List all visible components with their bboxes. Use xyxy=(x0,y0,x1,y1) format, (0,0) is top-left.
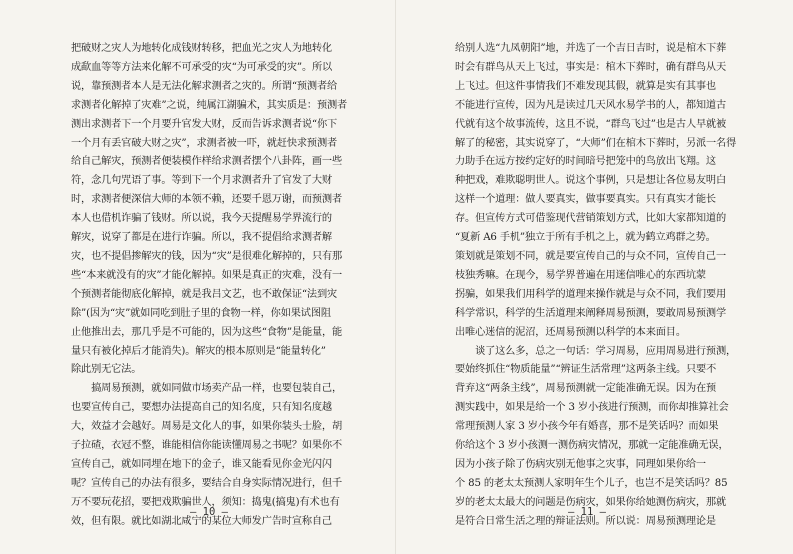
text-line: 也要宣传自己，要想办法提高自己的知名度，只有知名度越 xyxy=(71,402,332,414)
text-line: 时，求测者便深信大师的本领不赖，还要千恩万谢，而预测者 xyxy=(71,194,343,206)
text-line: 力助手在远方按约定好的时间暗号把笼中的鸟放出飞翔。这 xyxy=(455,156,716,168)
text-line: 成歃血等等方法来化解不可承受的灾“为可承受的灾”。所以 xyxy=(71,61,333,73)
text-line: 除”(因为“灾”就如同吃到肚子里的食物一样，你如果试图阻 xyxy=(71,307,331,319)
text-line: 因为小孩子除了伤病灾别无他事之灾事，同理如果你给一 xyxy=(455,458,706,470)
text-line: 常理预测人家 3 岁小孩今年有婚喜，那不是笑话吗？而如果 xyxy=(455,421,719,433)
text-line: 给自己解灾，预测者便装模作样给求测者摆个八卦阵，画一些 xyxy=(71,156,343,168)
text-line: 拐骗，如果我们用科学的道理来操作就是与众不同，我们要用 xyxy=(455,288,727,300)
text-line: 个预测者能彻底化解掉，就是我吕文艺，也不敢保证“法到灾 xyxy=(71,288,338,300)
right-page xyxy=(455,40,745,532)
text-line: 出唯心迷信的泥沼，还周易预测以科学的本来面目。 xyxy=(455,326,686,338)
text-line: 存。但宣传方式可借鉴现代营销策划方式，比如大家都知道的 xyxy=(455,213,727,225)
text-line: 灾，也不提倡掺解灾的钱，因为“灾”是很难化解掉的，只有那 xyxy=(71,250,343,262)
page-gutter xyxy=(395,0,396,554)
right-page-body xyxy=(455,40,745,532)
text-line: 时会有群鸟从天上飞过，事实是：棺木下葬时，确有群鸟从天 xyxy=(455,61,727,73)
text-line: 符，念几句咒语了事。等到下一个月求测者升了官发了大财 xyxy=(71,175,332,187)
text-line: 解了的秘密，其实说穿了，“大师”们在棺木下葬时，另派一名得 xyxy=(455,137,737,149)
text-line: 求测者化解掉了灾难”之说，纯属江湖骗术，其实质是：预测者 xyxy=(71,99,348,111)
left-page-body xyxy=(71,40,367,532)
text-line: 说，靠预测者本人是无法化解求测者之灾的。所谓“预测者给 xyxy=(71,80,338,92)
text-line: 把破财之灾人为地转化成钱财转移，把血光之灾人为地转化 xyxy=(71,43,332,54)
text-line: 量只有被化掉后才能消失)。解灾的根本原则是“能量转化” xyxy=(71,345,326,357)
text-line: 种把戏，难欺聪明世人。说这个事例，只是想让各位易友明白 xyxy=(455,175,727,187)
text-line: 呢？宣传自己的办法有很多，要结合自身实际情况进行，但千 xyxy=(71,477,343,489)
text-line: 个 85 的老太太预测人家明年生个儿子，也岂不是笑话吗？85 xyxy=(455,477,728,489)
text-line: 不能进行宣传，因为凡是读过几天风水易学书的人，都知道古 xyxy=(455,99,727,111)
text-line: 背弃这“两条主线”，周易预测就一定能准确无误。因为在预 xyxy=(455,383,717,395)
text-line: 要始终抓住“物质能量”“辨证生活常理”这两条主线。只要不 xyxy=(455,364,717,376)
text-line: 大，效益才会越好。周易是文化人的事，如果你装头士脸，胡 xyxy=(71,421,343,433)
text-line: 谈了这么多，总之一句话：学习周易，应用周易进行预测， xyxy=(455,345,737,357)
text-line: 解灾，说穿了都是在进行诈骗。所以，我不提倡给求测者解 xyxy=(71,232,332,244)
text-line: 万不要玩花招，要把戏欺骗世人，须知：捣鬼(搞鬼)有术也有 xyxy=(71,496,340,508)
left-page-number: — 10 — xyxy=(190,506,228,518)
text-line: 搞周易预测，就如同做市场卖产品一样，也要包装自己， xyxy=(71,383,343,395)
text-line: 测实践中，如果是给一个 3 岁小孩进行预测，而你却推算社会 xyxy=(455,402,729,414)
text-line: 本人也借机诈骗了钱财。所以说，我今天提醒易学界流行的 xyxy=(71,213,332,225)
text-line: 这样一个道理：做人要真实，做事要真实。只有真实才能长 xyxy=(455,194,716,206)
text-line: 效，但有限。就比如湖北咸宁的某位大师发广告时宣称自己 xyxy=(71,515,332,527)
text-line: 宣传自己，就如同埋在地下的金子，谁又能看见你金光闪闪 xyxy=(71,458,332,470)
text-line: “夏新 A6 手机”独立于所有手机之上，就为鹤立鸡群之势。 xyxy=(455,232,716,244)
text-line: 一个月有丢官破大财之灾”，求测者被一吓，就赶快求预测者 xyxy=(71,137,338,149)
text-line: 你给这个 3 岁小孩测一测伤病灾情况，那就一定能准确无误， xyxy=(455,440,729,452)
text-line: 除此别无它法。 xyxy=(71,364,142,376)
text-line: 代就有这个故事流传，这且不说，“群鸟飞过”也是古人早就被 xyxy=(455,118,727,130)
text-line: 枝独秀嘛。在现今，易学界普遍在用迷信唯心的东西坑蒙 xyxy=(455,269,706,281)
text-line: 止他推出去，那几乎是不可能的，因为这些“食物”是能量，能 xyxy=(71,326,343,338)
text-line: 些“本来就没有的灾”才能化解掉。如果是真正的灾难，没有一 xyxy=(71,269,343,281)
text-line: 策划就是策划不同，就是要宣传自己的与众不同，宣传自己一 xyxy=(455,250,727,262)
text-line: 是符合日常生活之理的辩证法则。所以说：周易预测理论是 xyxy=(455,515,716,527)
text-line: 上飞过。但这件事情我们不难发现其假，就算是实有其事也 xyxy=(455,80,716,92)
right-page-number: — 11 — xyxy=(568,506,606,518)
text-line: 科学常识，科学的生活道理来阐释周易预测，要敢周易预测学 xyxy=(455,307,727,319)
text-line: 岁的老太太最大的问题是伤病灾，如果你给她测伤病灾，那就 xyxy=(455,496,727,508)
left-page xyxy=(71,40,367,532)
text-line: 子拉碴，衣冠不整，谁能相信你能读懂周易之书呢？如果你不 xyxy=(71,440,343,452)
text-line: 给别人选“九凤朝阳”地，并选了一个吉日吉时，说是棺木下葬 xyxy=(455,43,727,54)
text-line: 测出求测者下一个月要升官发大财，反而告诉求测者说“你下 xyxy=(71,118,338,130)
